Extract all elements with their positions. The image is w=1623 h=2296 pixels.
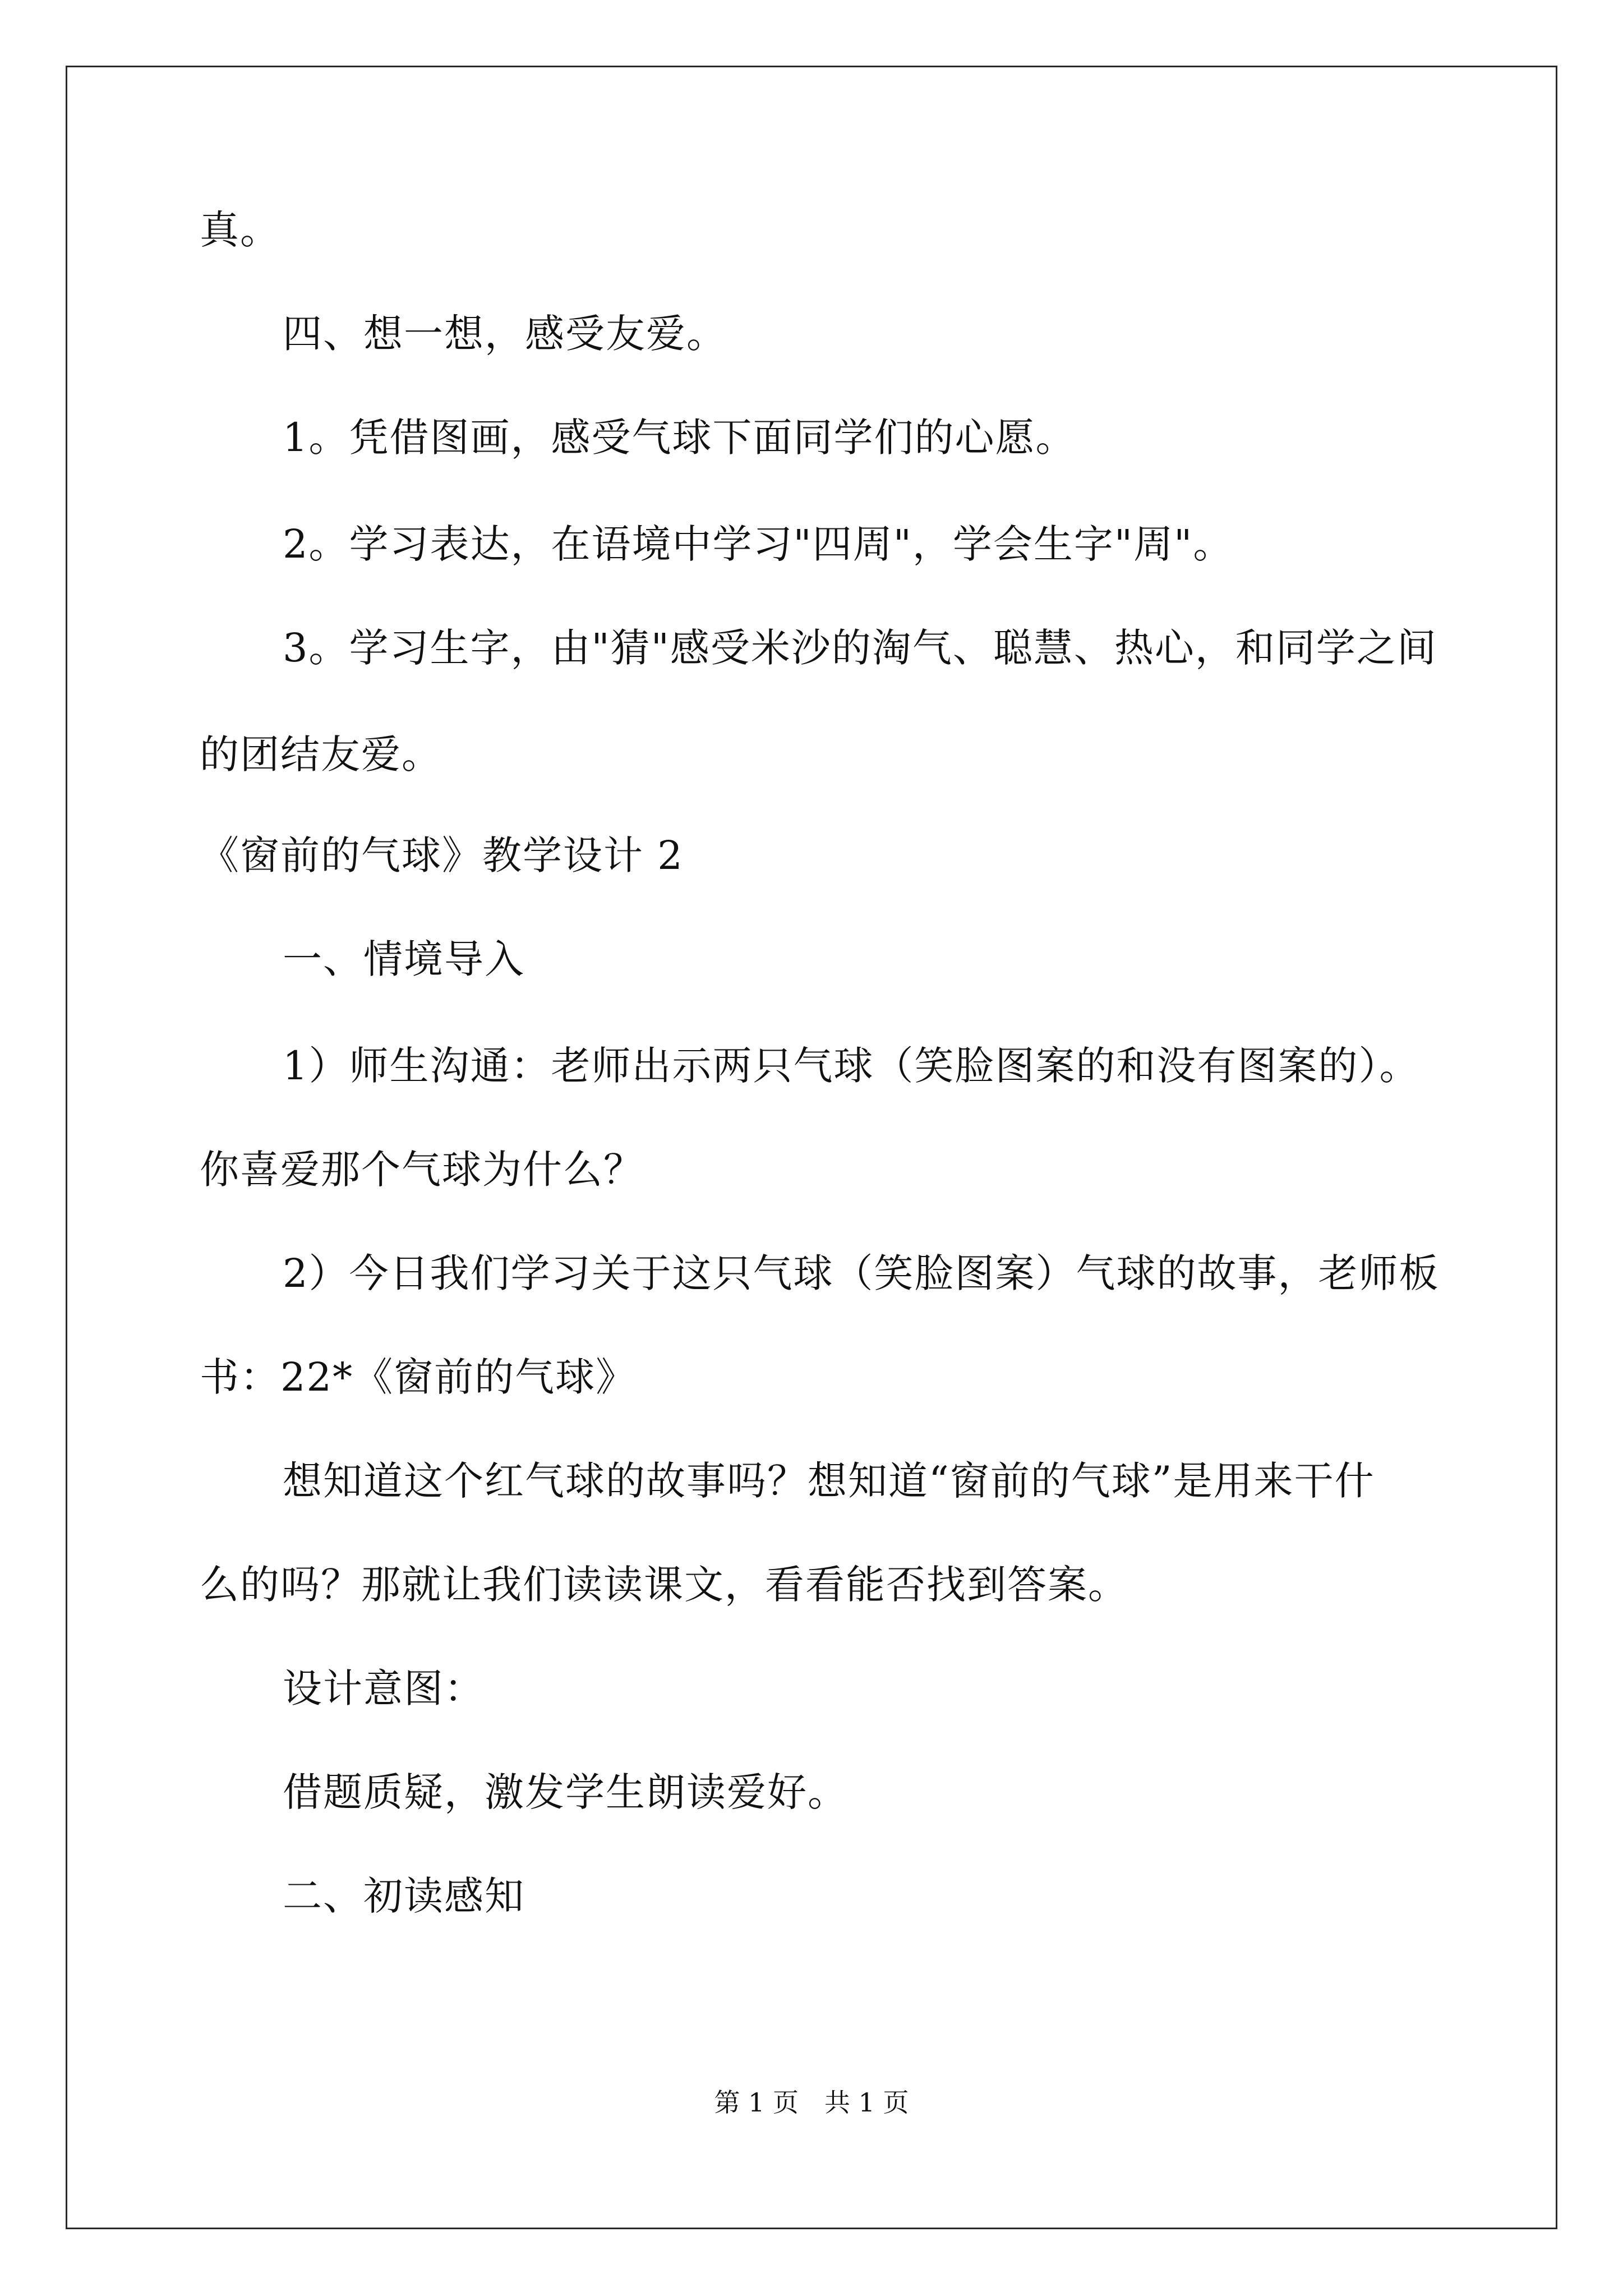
text-line: 2。学习表达，在语境中学习"四周"，学会生字"周"。 [283, 521, 1234, 567]
text-line: 想知道这个红气球的故事吗？想知道“窗前的气球”是用来干什 [283, 1458, 1375, 1504]
text-line: 么的吗？那就让我们读读课文，看看能否找到答案。 [200, 1562, 1128, 1608]
text-line: 设计意图： [283, 1665, 485, 1711]
text-line: 真。 [200, 207, 280, 253]
document-subtitle: 《窗前的气球》教学设计 2 [200, 832, 684, 878]
text-line: 3。学习生字，由"猜"感受米沙的淘气、聪慧、热心，和同学之间 [283, 625, 1437, 671]
text-line: 借题质疑，激发学生朗读爱好。 [283, 1769, 848, 1815]
text-line: 1）师生沟通：老师出示两只气球（笑脸图案的和没有图案的）。 [283, 1043, 1420, 1089]
section-heading: 二、初读感知 [283, 1873, 525, 1919]
text-line: 1。凭借图画，感受气球下面同学们的心愿。 [283, 415, 1076, 461]
section-heading: 四、想一想，感受友爱。 [283, 311, 727, 357]
text-line: 你喜爱那个气球为什么？ [200, 1147, 644, 1193]
text-line: 2）今日我们学习关于这只气球（笑脸图案）气球的故事，老师板 [283, 1250, 1440, 1296]
section-heading: 一、情境导入 [283, 936, 525, 982]
page-number: 第 1 页 共 1 页 [714, 2087, 909, 2118]
text-line: 书：22*《窗前的气球》 [200, 1354, 637, 1400]
text-line: 的团结友爱。 [200, 731, 442, 777]
